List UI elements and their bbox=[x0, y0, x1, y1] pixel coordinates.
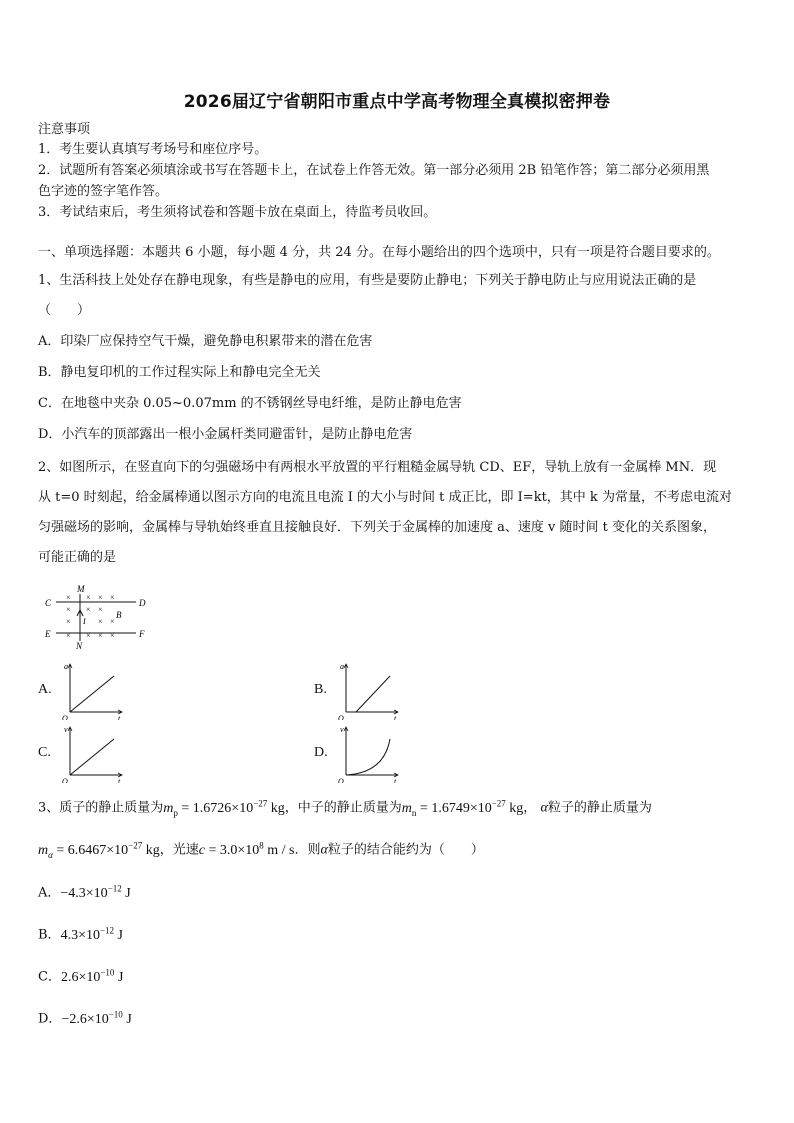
q2-stem: 2、如图所示，在竖直向下的匀强磁场中有两根水平放置的平行粗糙金属导轨 CD、EF，导轨上放有一金属棒 MN．现 bbox=[38, 460, 717, 475]
field-cross: × bbox=[86, 605, 91, 614]
q2-stem: 从 t=0 时刻起，给金属棒通以图示方向的电流且电流 I 的大小与时间 t 成正比，即 I=kt，其中 k 为常量，不考虑电流对 bbox=[38, 490, 732, 505]
label-c: C bbox=[45, 598, 52, 608]
q2-option-b-letter: B. bbox=[314, 682, 327, 697]
q2-option-c-letter: C. bbox=[38, 745, 51, 760]
exam-title: 2026届辽宁省朝阳市重点中学高考物理全真模拟密押卷 bbox=[183, 92, 611, 112]
q2-option-a-letter: A. bbox=[38, 682, 52, 697]
q3-option-c: C．$2.6\times 10^{-10}$ J bbox=[38, 967, 124, 985]
q1-stem-paren: （ ） bbox=[38, 303, 91, 318]
label-n: N bbox=[76, 641, 83, 651]
field-cross: × bbox=[110, 617, 115, 626]
label-m: M bbox=[77, 584, 85, 594]
field-cross: × bbox=[66, 631, 71, 640]
notice-item: 3．考试结束后，考生须将试卷和答题卡放在桌面上，待监考员收回。 bbox=[38, 205, 437, 220]
field-cross: × bbox=[86, 593, 91, 602]
label-i: I bbox=[83, 617, 86, 626]
notice-item: 1．考生要认真填写考场号和座位序号。 bbox=[38, 142, 268, 157]
field-cross: × bbox=[66, 617, 71, 626]
origin-label: O bbox=[62, 714, 68, 720]
q1-option-b: B．静电复印机的工作过程实际上和静电完全无关 bbox=[38, 365, 321, 380]
x-axis-label: t bbox=[118, 777, 121, 783]
field-cross: × bbox=[98, 593, 103, 602]
field-cross: × bbox=[98, 605, 103, 614]
graph-curve bbox=[346, 739, 390, 775]
q2-option-d-graph bbox=[336, 723, 406, 783]
q2-option-b-graph bbox=[336, 660, 406, 720]
q2-option-a-graph bbox=[60, 660, 130, 720]
field-cross: × bbox=[66, 605, 71, 614]
q1-option-d: D．小汽车的顶部露出一根小金属杆类同避雷针，是防止静电危害 bbox=[38, 427, 413, 442]
field-cross: × bbox=[98, 617, 103, 626]
notice-heading: 注意事项 bbox=[38, 122, 91, 137]
q2-option-c-graph bbox=[60, 723, 130, 783]
x-axis-label: t bbox=[118, 714, 121, 720]
field-cross: × bbox=[66, 593, 71, 602]
label-b: B bbox=[116, 610, 122, 620]
field-cross: × bbox=[98, 631, 103, 640]
q1-option-a: A．印染厂应保持空气干燥，避免静电积累带来的潜在危害 bbox=[38, 334, 373, 349]
field-cross: × bbox=[86, 631, 91, 640]
q3-stem-line1: 3、质子的静止质量为$m_p = 1.6726\times 10^{-27}$ kg，中子的静止质量为$m_n = 1.6749\times 10^{-27}$ kg， α粒子的静止质量为 bbox=[38, 798, 652, 818]
q3-stem-line2: $m_\alpha = 6.6467\times 10^{-27}$ kg，光速$c = 3.0\times 10^8$ m / s．则α粒子的结合能约为（ ） bbox=[38, 840, 484, 860]
graph-curve bbox=[70, 676, 114, 712]
y-axis-label: v bbox=[64, 725, 68, 734]
origin-label: O bbox=[338, 777, 344, 783]
origin-label: O bbox=[62, 777, 68, 783]
q2-stem: 可能正确的是 bbox=[38, 550, 117, 565]
label-f: F bbox=[139, 629, 145, 639]
notice-item: 2．试题所有答案必须填涂或书写在答题卡上，在试卷上作答无效。第一部分必须用 2B 铅笔作答；第二部分必须用黑 bbox=[38, 163, 710, 178]
q1-stem: 1、生活科技上处处存在静电现象，有些是静电的应用，有些是要防止静电；下列关于静电防止与应用说法正确的是 bbox=[38, 273, 697, 288]
graph-curve bbox=[70, 739, 114, 775]
field-cross: × bbox=[110, 631, 115, 640]
notice-item: 色字迹的签字笔作答。 bbox=[38, 184, 169, 199]
graph-curve bbox=[356, 676, 390, 712]
y-axis-label: v bbox=[340, 725, 344, 734]
q2-rail-figure bbox=[40, 582, 160, 652]
x-axis-label: t bbox=[394, 714, 397, 720]
q2-stem: 匀强磁场的影响，金属棒与导轨始终垂直且接触良好．下列关于金属棒的加速度 a、速度 v 随时间 t 变化的关系图象， bbox=[38, 520, 716, 535]
label-e: E bbox=[45, 629, 51, 639]
q3-option-b: B．$4.3\times 10^{-12}$ J bbox=[38, 925, 123, 943]
q3-option-d: D．$-2.6\times 10^{-10}$ J bbox=[38, 1009, 132, 1027]
label-d: D bbox=[139, 598, 146, 608]
q1-option-c: C．在地毯中夹杂 0.05~0.07mm 的不锈钢丝导电纤维，是防止静电危害 bbox=[38, 396, 462, 411]
y-axis-label: a bbox=[64, 662, 68, 671]
origin-label: O bbox=[338, 714, 344, 720]
q2-option-d-letter: D. bbox=[314, 745, 328, 760]
y-axis-label: a bbox=[340, 662, 344, 671]
section-header: 一、单项选择题：本题共 6 小题，每小题 4 分，共 24 分。在每小题给出的四个选项中，只有一项是符合题目要求的。 bbox=[38, 245, 720, 260]
field-cross: × bbox=[110, 593, 115, 602]
x-axis-label: t bbox=[394, 777, 397, 783]
q3-option-a: A．$-4.3\times 10^{-12}$ J bbox=[38, 883, 131, 901]
